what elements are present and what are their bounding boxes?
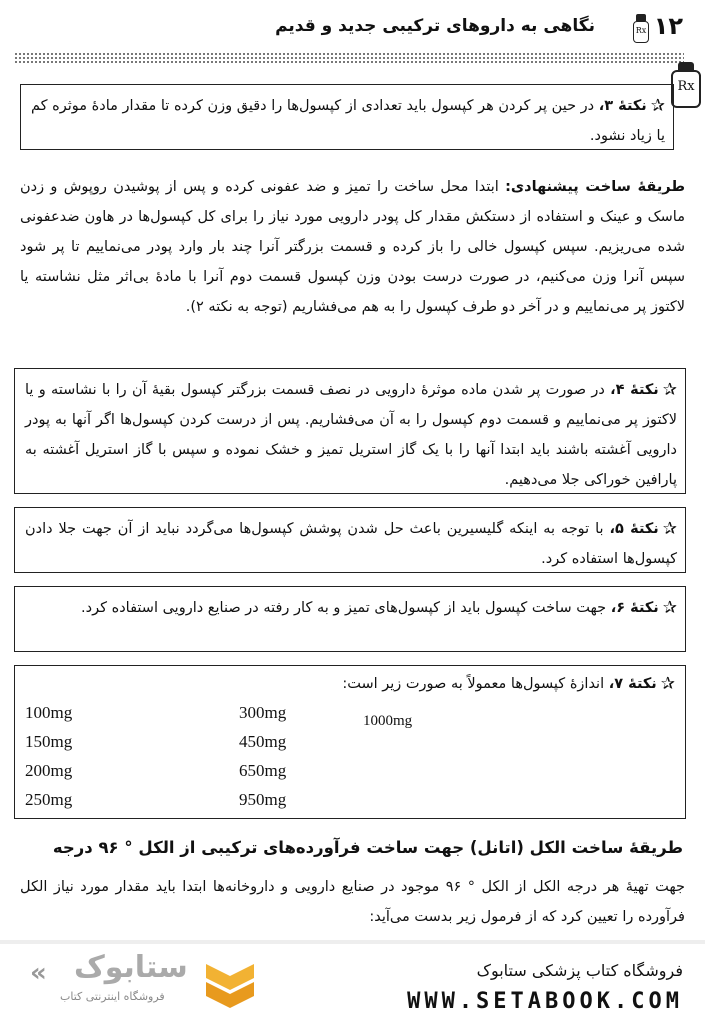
note-3-box <box>20 84 674 150</box>
rx-label: Rx <box>671 70 701 108</box>
method-paragraph <box>20 172 685 322</box>
size-cell: 450mg <box>239 732 287 751</box>
size-cell: 650mg <box>239 761 287 780</box>
note-3-text: در حین پر کردن هر کپسول باید تعدادی از کپسول‌ها را دقیق وزن کرده تا مقدار مادهٔ موثره کم یا زیاد نشود. <box>31 98 665 144</box>
page-header <box>0 8 705 48</box>
size-cell: 100mg <box>25 703 73 722</box>
size-cell: 950mg <box>239 790 287 809</box>
size-cell: 250mg <box>25 790 73 809</box>
note-7-heading <box>342 672 675 696</box>
method-label: طریقهٔ ساخت پیشنهادی: <box>505 179 685 195</box>
rx-bottle-icon <box>671 62 701 108</box>
store-url[interactable]: WWW.SETABOOK.COM <box>407 989 683 1014</box>
note-4-box <box>14 368 686 494</box>
star-icon: ✰ <box>662 598 677 618</box>
logo-name: ستابوک <box>74 950 188 985</box>
note-6-box <box>14 586 686 652</box>
method-text: ابتدا محل ساخت را تمیز و ضد عفونی کرده و پس از پوشیدن روپوش و زدن ماسک و عینک و استفاده از دستکش مقدار کل پودر دارویی مورد نیاز را برای کل کپسول‌ها در هاون ضدعفونی شده می‌ریزیم. سپس کپسول خالی را باز کرده و قسمت بزرگتر آنرا چند بار وارد پودر می‌نماییم تا پر شود سپس آنرا وزن می‌کنیم، در صورت درست بودن وزن کپسول قسمت دوم آنرا با مادهٔ بی‌اثر مثل نشاسته یا لاکتوز پر می‌نماییم و در آخر دو طرف کپسول را به هم می‌فشاریم (توجه به نکته ۲). <box>20 179 685 315</box>
star-icon: ✰ <box>650 96 666 116</box>
star-icon: ✰ <box>660 674 675 694</box>
page-number: ۱۲ <box>653 12 683 40</box>
size-cell: 1000mg <box>363 713 413 729</box>
note-5-text: با توجه به اینکه گلیسیرین باعث حل شدن پوشش کپسول‌ها می‌گردد نباید از آن جهت جلا دادن کپسول‌ها استفاده کرد. <box>25 521 677 567</box>
size-cell: 300mg <box>239 703 287 722</box>
book-logo-icon <box>200 958 260 1014</box>
size-cell: 200mg <box>25 761 73 780</box>
alcohol-paragraph: جهت تهیهٔ هر درجه الکل از الکل ° ۹۶ موجود در صنایع دارویی و داروخانه‌ها ابتدا باید مقدار مورد نیاز الکل فرآورده را تعیین کرد که از فرمول زیر بدست می‌آید: <box>20 879 685 925</box>
star-icon: ✰ <box>662 519 677 539</box>
star-icon: ✰ <box>662 380 677 400</box>
note-6-label: نکتهٔ ۶، <box>610 600 659 616</box>
bottle-label: Rx <box>633 21 649 43</box>
note-7-box <box>14 665 686 819</box>
note-5-label: نکتهٔ ۵، <box>609 521 659 537</box>
store-name: فروشگاه کتاب پزشکی ستابوک <box>476 961 683 980</box>
footer-banner <box>0 944 705 1024</box>
header-divider <box>14 52 684 64</box>
note-7-label: نکتهٔ ۷، <box>608 676 657 692</box>
size-cell: 150mg <box>25 732 73 751</box>
note-7-text: اندازهٔ کپسول‌ها معمولاً به صورت زیر است: <box>342 676 609 692</box>
page-title: نگاهی به داروهای ترکیبی جدید و قدیم <box>275 16 595 36</box>
note-4-label: نکتهٔ ۴، <box>610 382 659 398</box>
note-4-text: در صورت پر شدن ماده موثرهٔ دارویی در نصف قسمت بزرگتر کپسول بقیهٔ آن را با نشاسته و یا لاکتوز پر می‌نماییم و قسمت دوم کپسول را به آن می‌فشاریم. پس از درست کردن کپسول‌ها اگر آنها به پودر دارویی آغشته باشند باید ابتدا آنها را با یک گاز استریل تمیز و خشک نموده و سپس با گاز استریل آغشته به پارافین خوراکی جلا می‌دهیم. <box>25 382 677 488</box>
logo-subtitle: فروشگاه اینترنتی کتاب <box>60 990 165 1003</box>
note-5-box <box>14 507 686 573</box>
note-3-label: نکتهٔ ۳، <box>598 98 647 114</box>
section-title: طریقهٔ ساخت الکل (اتانل) جهت ساخت فرآورده‌های ترکیبی از الکل ° ۹۶ درجه <box>52 838 683 857</box>
note-6-text: جهت ساخت کپسول باید از کپسول‌های تمیز و به کار رفته در صنایع دارویی استفاده کرد. <box>81 600 611 616</box>
chevrons-icon: « <box>30 958 47 988</box>
